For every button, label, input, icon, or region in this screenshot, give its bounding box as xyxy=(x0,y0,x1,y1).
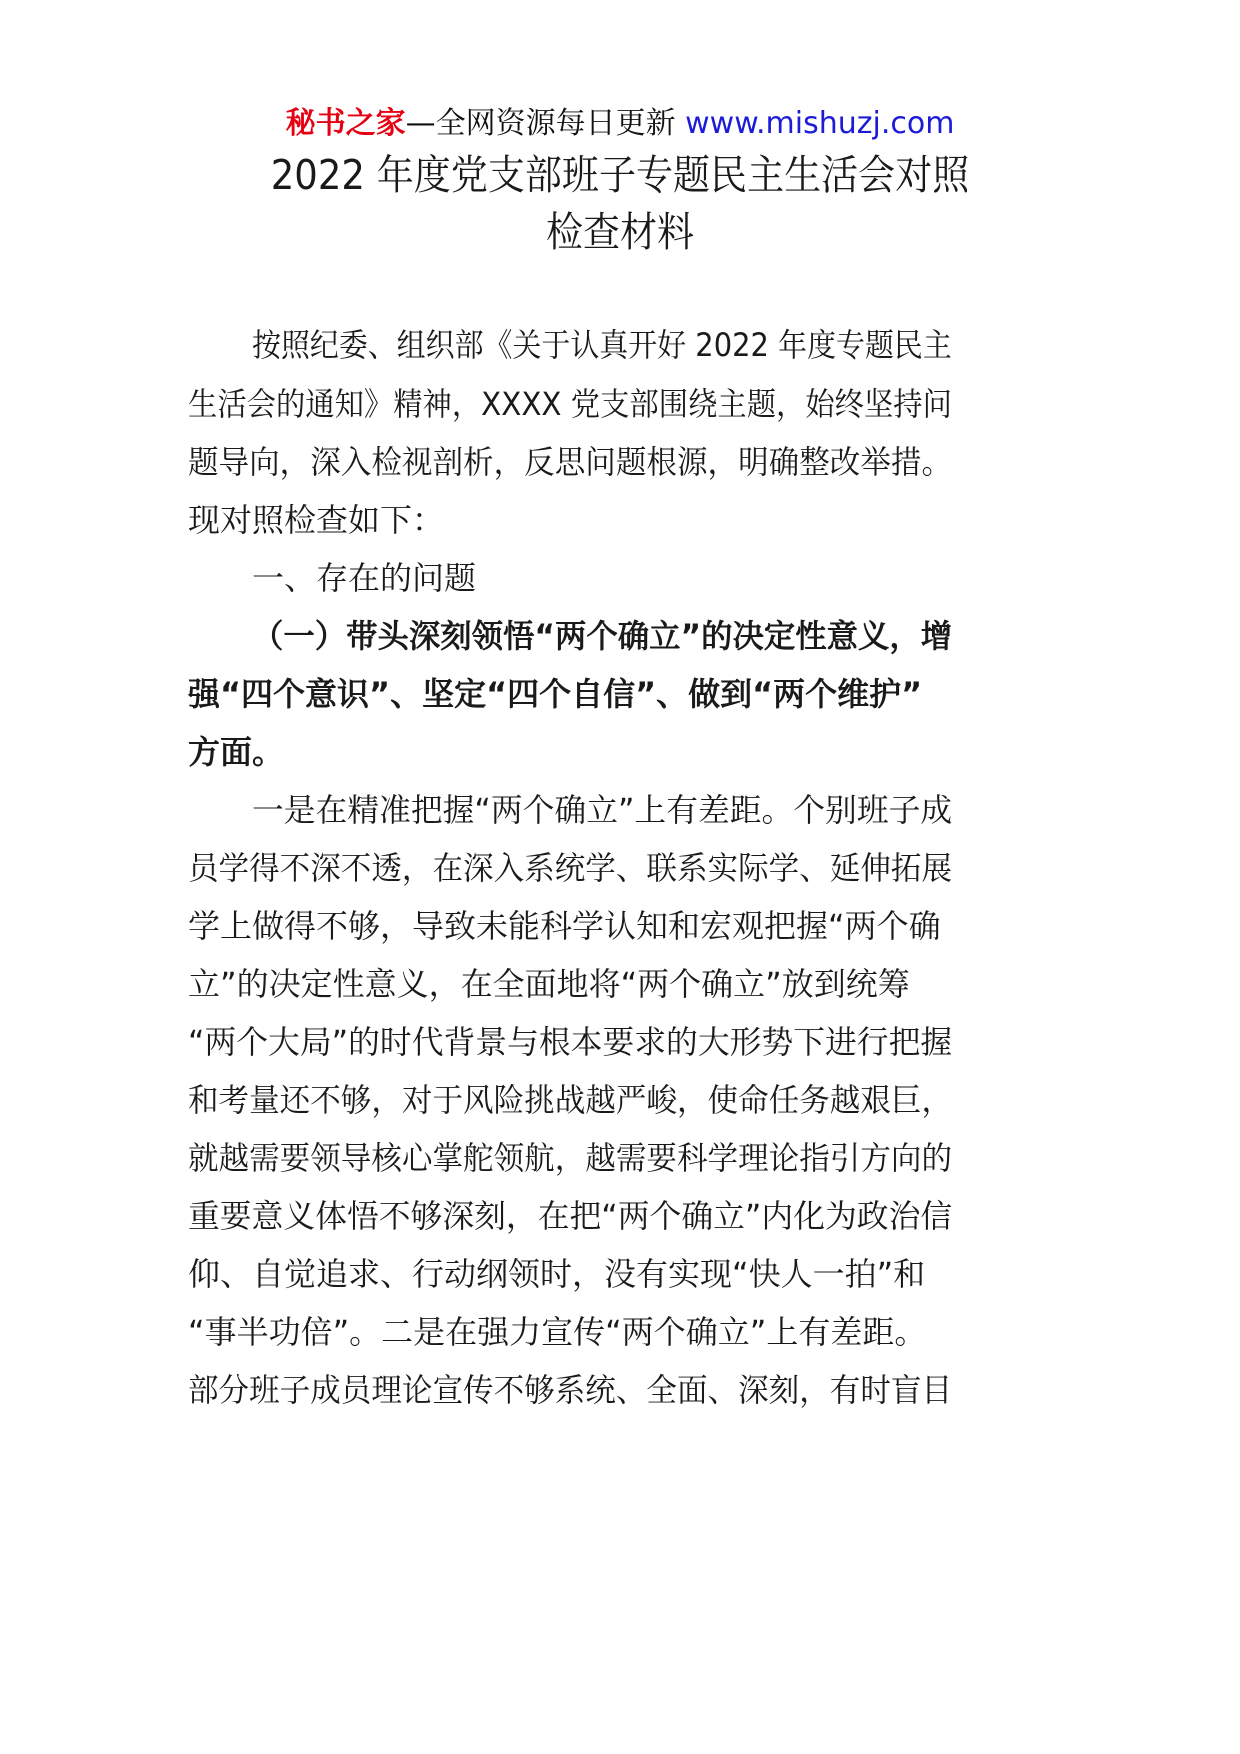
text-line: 员学得不深不透，在深入系统学、联系实际学、延伸拓展 xyxy=(188,849,953,887)
text-line: 现对照检查如下： xyxy=(188,501,445,539)
text-line: “事半功倍”。二是在强力宣传“两个确立”上有差距。 xyxy=(188,1313,927,1351)
text-line: 就越需要领导核心掌舵领航，越需要科学理论指引方向的 xyxy=(188,1139,953,1177)
text-line: 方面。 xyxy=(188,733,285,771)
section-heading: 一、存在的问题 xyxy=(252,559,477,597)
site-header xyxy=(0,104,1240,144)
text-line: 题导向，深入检视剖析，反思问题根源，明确整改举措。 xyxy=(188,443,953,481)
document-title-line-1: 2022 年度党支部班子专题民主生活会对照 xyxy=(270,151,970,199)
text-line: 学上做得不够，导致未能科学认知和宏观把握“两个确 xyxy=(188,907,941,945)
text-line: 和考量还不够，对于风险挑战越严峻，使命任务越艰巨， xyxy=(188,1081,953,1119)
text-line: 重要意义体悟不够深刻，在把“两个确立”内化为政治信 xyxy=(188,1197,953,1235)
brand-name: 秘书之家 xyxy=(285,106,406,141)
text-line: 仰、自觉追求、行动纲领时，没有实现“快人一拍”和 xyxy=(188,1255,926,1293)
text-line: 生活会的通知》精神，XXXX 党支部围绕主题，始终坚持问 xyxy=(188,385,952,423)
site-url-link[interactable]: www.mishuzj.com xyxy=(685,106,955,141)
text-line: 立”的决定性意义，在全面地将“两个确立”放到统筹 xyxy=(188,965,910,1003)
text-line: 一是在精准把握“两个确立”上有差距。个别班子成 xyxy=(252,791,953,829)
text-line: （一）带头深刻领悟“两个确立”的决定性意义，增 xyxy=(252,617,953,655)
text-line: “两个大局”的时代背景与根本要求的大形势下进行把握 xyxy=(188,1023,953,1061)
text-line: 部分班子成员理论宣传不够系统、全面、深刻，有时盲目 xyxy=(188,1371,953,1409)
text-line: 按照纪委、组织部《关于认真开好 2022 年度专题民主 xyxy=(252,326,952,364)
document-title-line-2: 检查材料 xyxy=(545,208,695,256)
text-line: 强“四个意识”、坚定“四个自信”、做到“两个维护” xyxy=(188,675,923,713)
header-tagline: —全网资源每日更新 xyxy=(405,106,676,141)
